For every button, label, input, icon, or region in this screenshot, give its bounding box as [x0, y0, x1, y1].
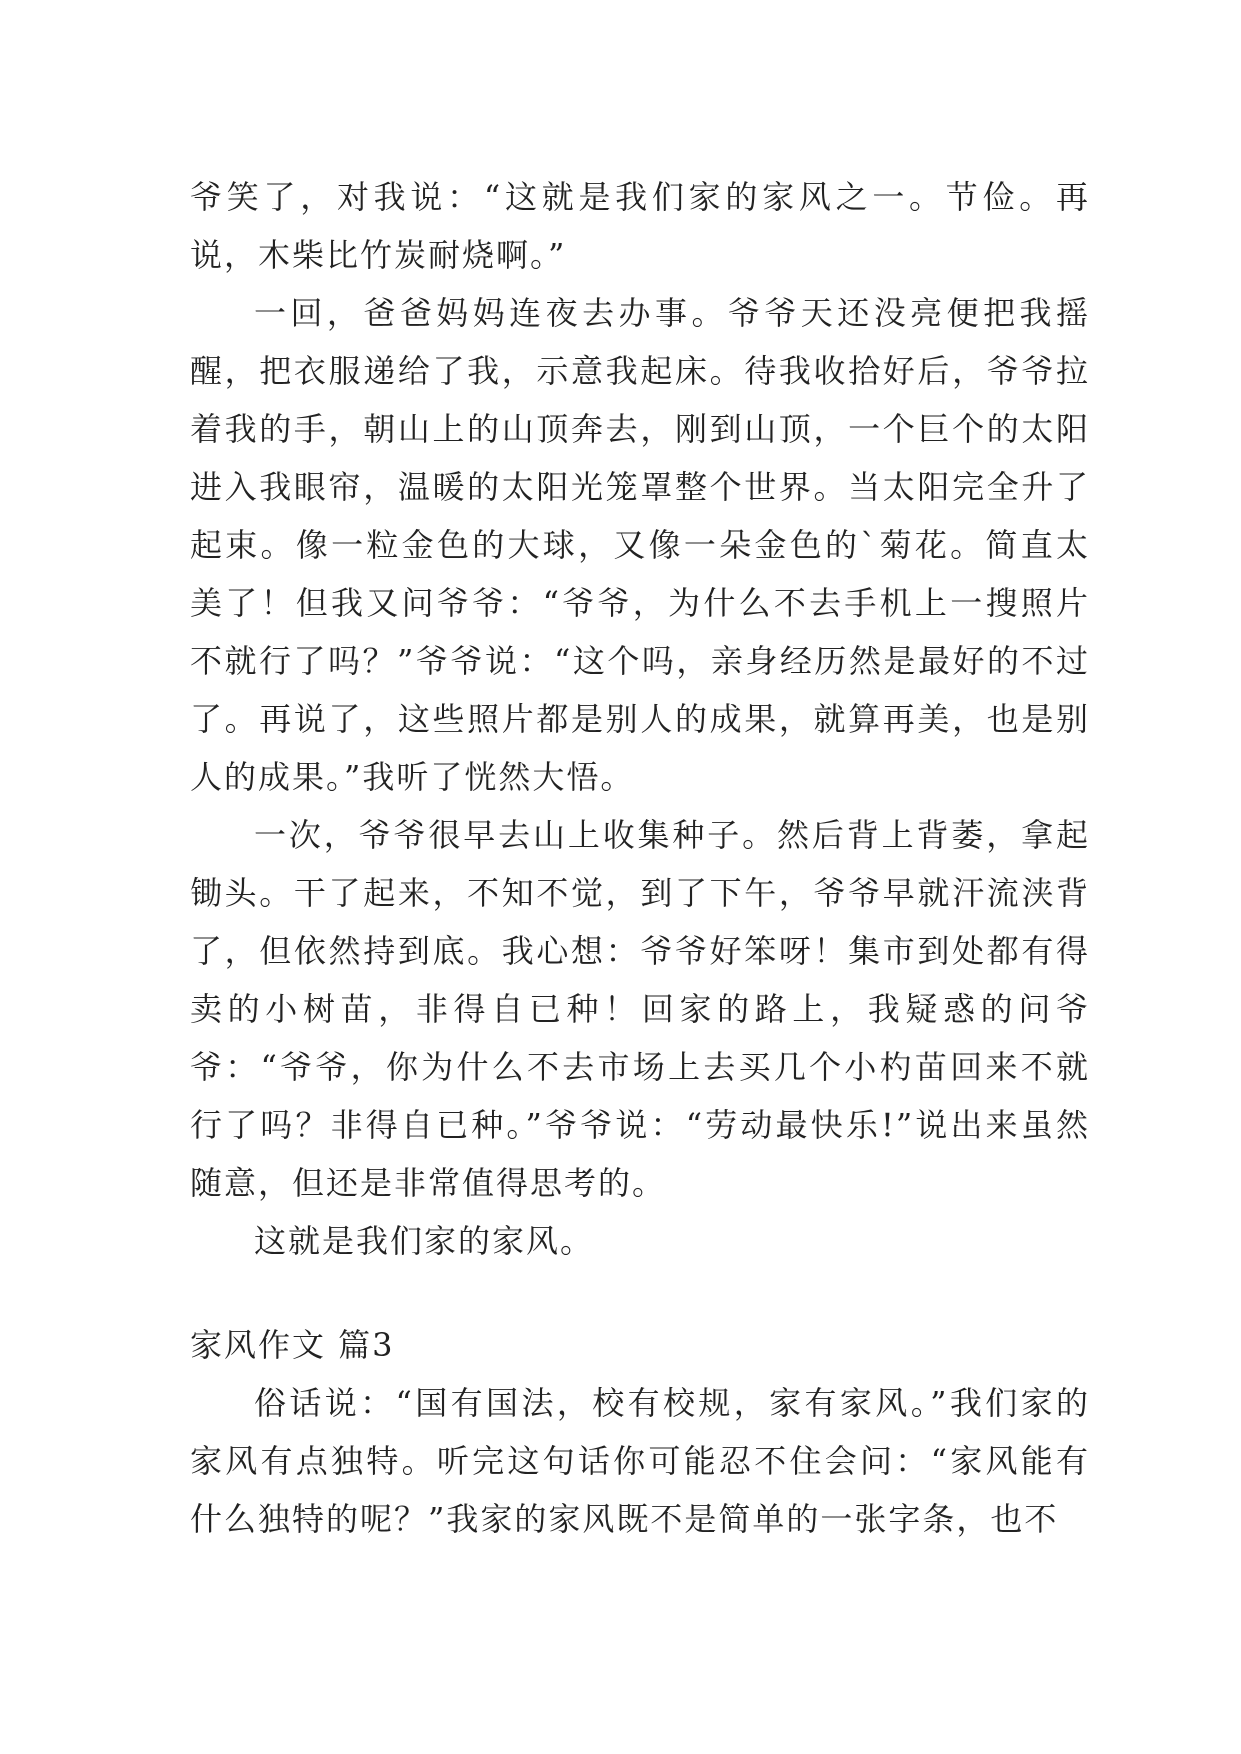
- section-paragraph: 俗话说：“国有国法，校有校规，家有家风。”我们家的家风有点独特。听完这句话你可能忍不住会问：“家风能有什么独特的呢？”我家的家风既不是简单的一张字条，也不: [190, 1384, 1090, 1538]
- paragraph-sunrise: 一回，爸爸妈妈连夜去办事。爷爷天还没亮便把我摇醒，把衣服递给了我，示意我起床。待我收拾好后，爷爷拉着我的手，朝山上的山顶奔去，刚到山顶，一个巨个的太阳进入我眼帘，温暖的太阳光笼罩整个世界。当太阳完全升了起束。像一粒金色的大球，又像一朵金色的`菊花。简直太美了！但我又问爷爷：“爷爷，为什么不去手机上一搜照片不就行了吗？”爷爷说：“这个吗，亲身经历然是最好的不过了。再说了，这些照片都是别人的成果，就算再美，也是别人的成果。”我听了恍然大悟。: [190, 294, 1090, 796]
- paragraph-conclusion: 这就是我们家的家风。: [254, 1222, 595, 1260]
- document-body: [190, 168, 1090, 1548]
- paragraph-planting: 一次，爷爷很早去山上收集种子。然后背上背萎，拿起锄头。干了起来，不知不觉，到了下午，爷爷早就汗流浃背了，但依然持到底。我心想：爷爷好笨呀！集市到处都有得卖的小树苗，非得自已种！回家的路上，我疑惑的问爷爷：“爷爷，你为什么不去市场上去买几个小杓苗回来不就行了吗？非得自已种。”爷爷说：“劳动最快乐!”说出来虽然随意，但还是非常值得思考的。: [190, 816, 1090, 1202]
- paragraph-continuation: 爷笑了，对我说：“这就是我们家的家风之一。节俭。再说，木柴比竹炭耐烧啊。”: [190, 178, 1090, 274]
- section-heading: 家风作文 篇3: [190, 1326, 395, 1364]
